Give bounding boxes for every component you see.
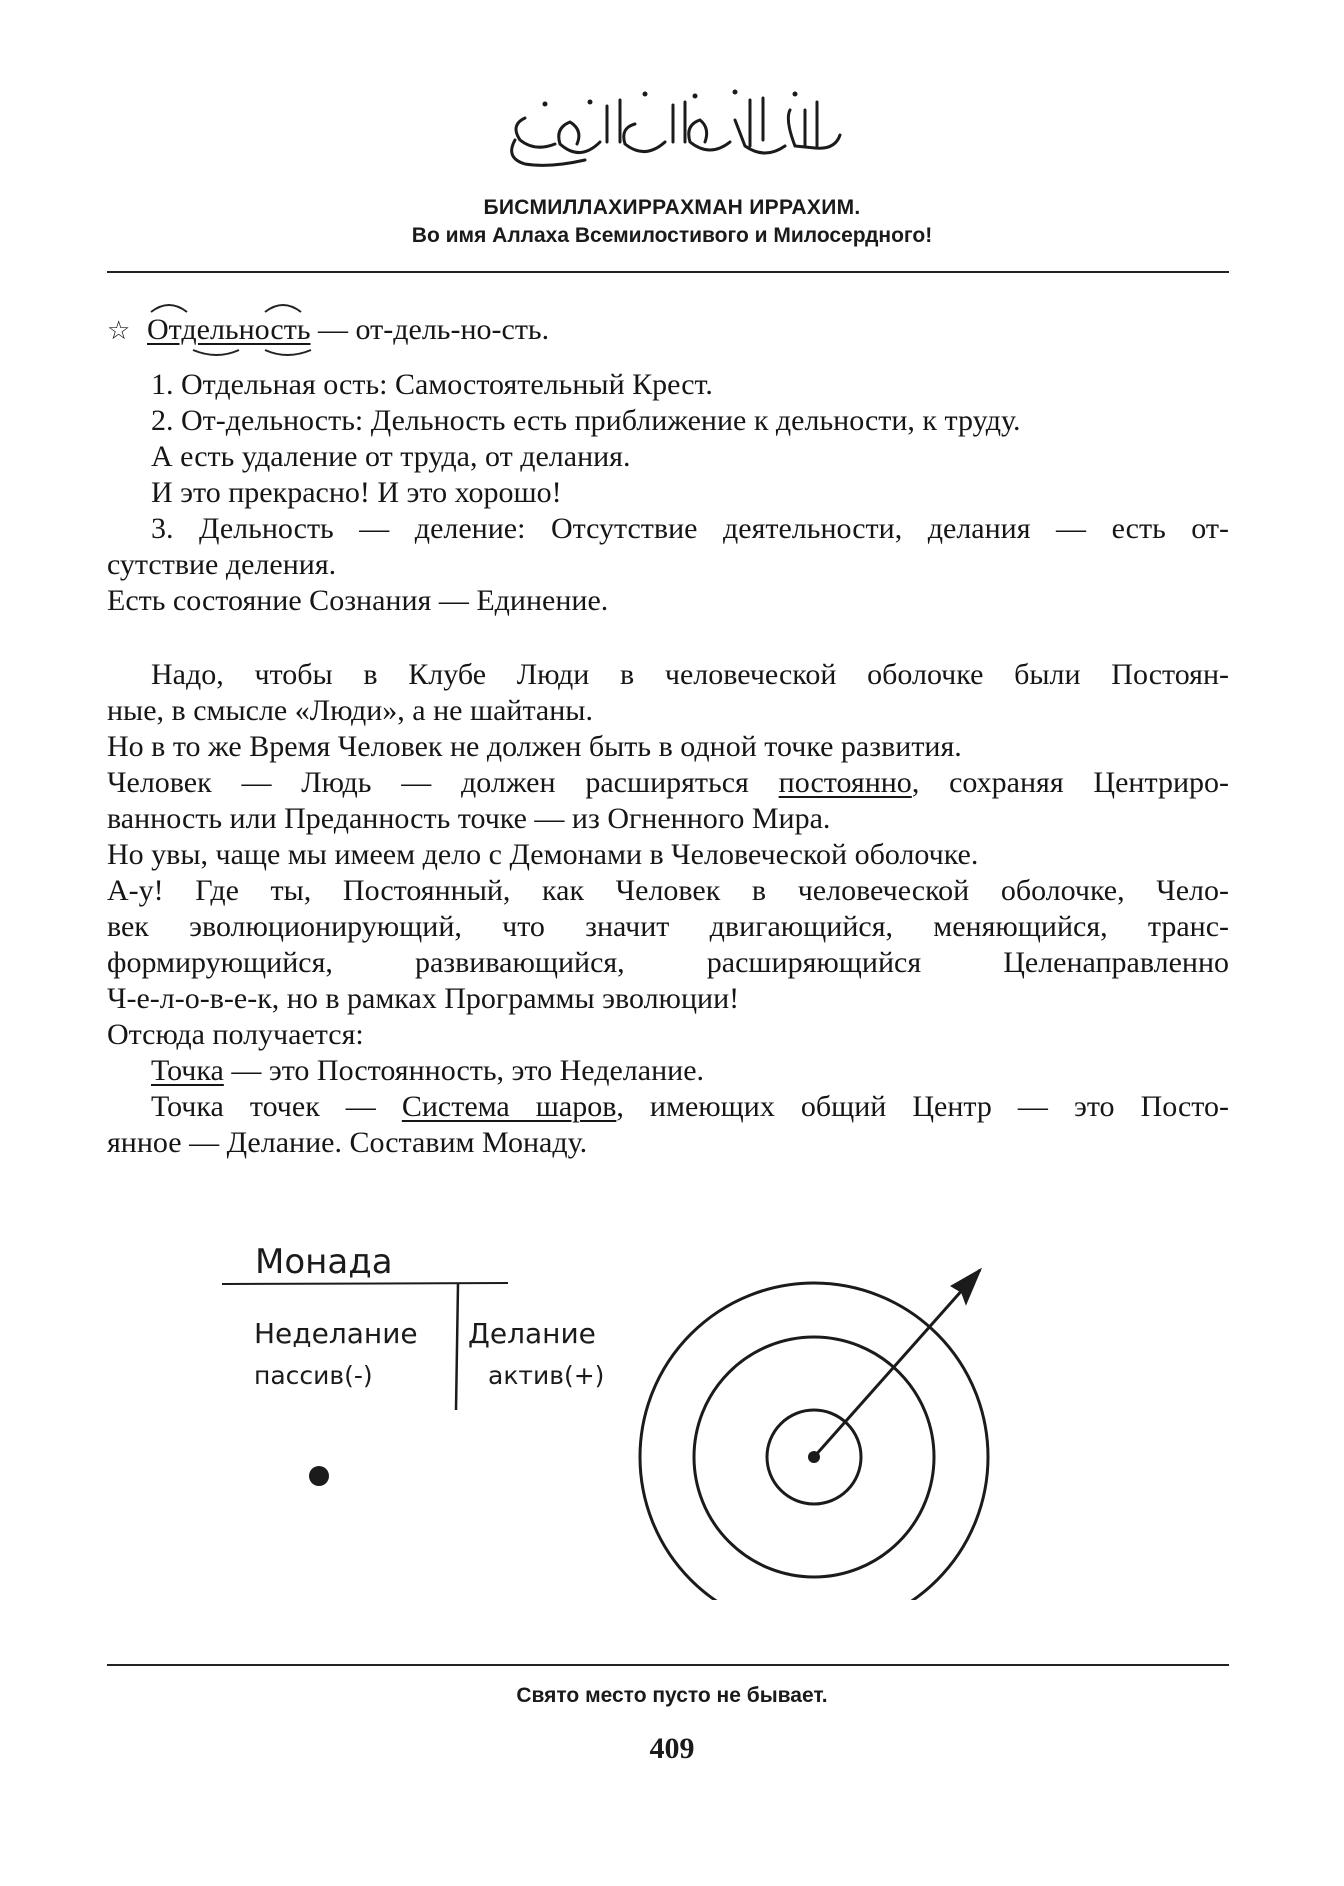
arc-marks-icon — [147, 300, 325, 360]
text-run: , сохраняя Центриро- — [911, 766, 1229, 799]
point-dot — [309, 1466, 329, 1486]
title-underline — [222, 1283, 508, 1284]
diagram-title: Монада — [255, 1242, 393, 1282]
entry-headword-wrap — [147, 312, 311, 348]
paragraph-line: А-у! Где ты, Постоянный, как Человек в человеческой оболочке, Чело- — [107, 874, 1229, 907]
outer-circle — [640, 1283, 988, 1600]
page-number: 409 — [649, 1732, 695, 1765]
paragraph-line: Но увы, чаще мы имеем дело с Демонами в Человеческой оболочке. — [107, 838, 979, 871]
paragraph-line: Ч-е-л-о-в-е-к, но в рамках Программы эволюции! — [107, 982, 740, 1015]
header-divider — [107, 271, 1229, 273]
paragraph-line: ные, в смысле «Люди», а не шайтаны. — [107, 694, 593, 727]
entry-line — [107, 312, 1229, 348]
entry-headword: Отдельность — [147, 313, 311, 346]
monad-diagram — [210, 1240, 1010, 1600]
paragraph-line — [151, 1089, 1229, 1125]
list-item: А есть удаление от труда, от делания. — [151, 440, 631, 473]
paragraph-line: ванность или Преданность точке — из Огненного Мира. — [107, 802, 831, 835]
list-item: 3. Дельность — деление: Отсутствие деятельности, делания — есть от- — [151, 512, 1229, 545]
underlined-word: Система шаров — [401, 1090, 617, 1123]
header-title: БИСМИЛЛАХИРРАХМАН ИРРАХИМ. — [483, 196, 861, 219]
footer-proverb: Свято место пусто не бывает. — [516, 1684, 828, 1707]
text-run: , имеющих общий Центр — это Посто- — [616, 1090, 1230, 1123]
list-item: сутствие деления. — [107, 548, 337, 581]
paragraph-line: Надо, чтобы в Клубе Люди в человеческой оболочке были Постоян- — [151, 658, 1229, 691]
list-item: 2. От-дельность: Дельность есть приближение к дельности, к труду. — [151, 404, 1021, 437]
list-item: Есть состояние Сознания — Единение. — [107, 584, 609, 617]
list-item: 1. Отдельная ость: Самостоятельный Крест. — [151, 368, 713, 401]
list-item: И это прекрасно! И это хорошо! — [151, 476, 562, 509]
arrow-shaft — [814, 1270, 980, 1457]
underlined-word: Точка — [151, 1054, 224, 1087]
paragraph-line: янное — Делание. Составим Монаду. — [107, 1126, 588, 1159]
left-label-top: Неделание — [254, 1317, 418, 1350]
column-divider — [456, 1284, 458, 1410]
right-label-top: Делание — [468, 1317, 596, 1350]
text-run: Человек — Людь — должен расширяться — [107, 766, 779, 799]
bismillah-calligraphy — [495, 80, 850, 170]
text-run: — это Постоянность, это Неделание. — [223, 1054, 705, 1087]
text-run: Точка точек — — [151, 1090, 402, 1123]
paragraph-line: Отсюда получается: — [107, 1018, 364, 1051]
footer-divider — [107, 1664, 1229, 1666]
paragraph-line — [107, 765, 1229, 801]
paragraph-line: формирующийся, развивающийся, расширяющийся Целенаправленно — [107, 946, 1229, 979]
paragraph-line: век эволюционирующий, что значит двигающийся, меняющийся, транс- — [107, 910, 1229, 943]
right-label-bottom: актив(+) — [488, 1361, 605, 1390]
header-subtitle: Во имя Аллаха Всемилостивого и Милосердного! — [411, 224, 933, 247]
entry-syllables: — от-дель-но-сть. — [318, 313, 550, 346]
paragraph-line: Но в то же Время Человек не должен быть в одной точке развития. — [107, 730, 962, 763]
underlined-word: постоянно — [778, 766, 912, 799]
left-label-bottom: пассив(-) — [254, 1361, 373, 1390]
paragraph-line — [151, 1053, 1229, 1089]
star-icon: ☆ — [107, 316, 131, 345]
